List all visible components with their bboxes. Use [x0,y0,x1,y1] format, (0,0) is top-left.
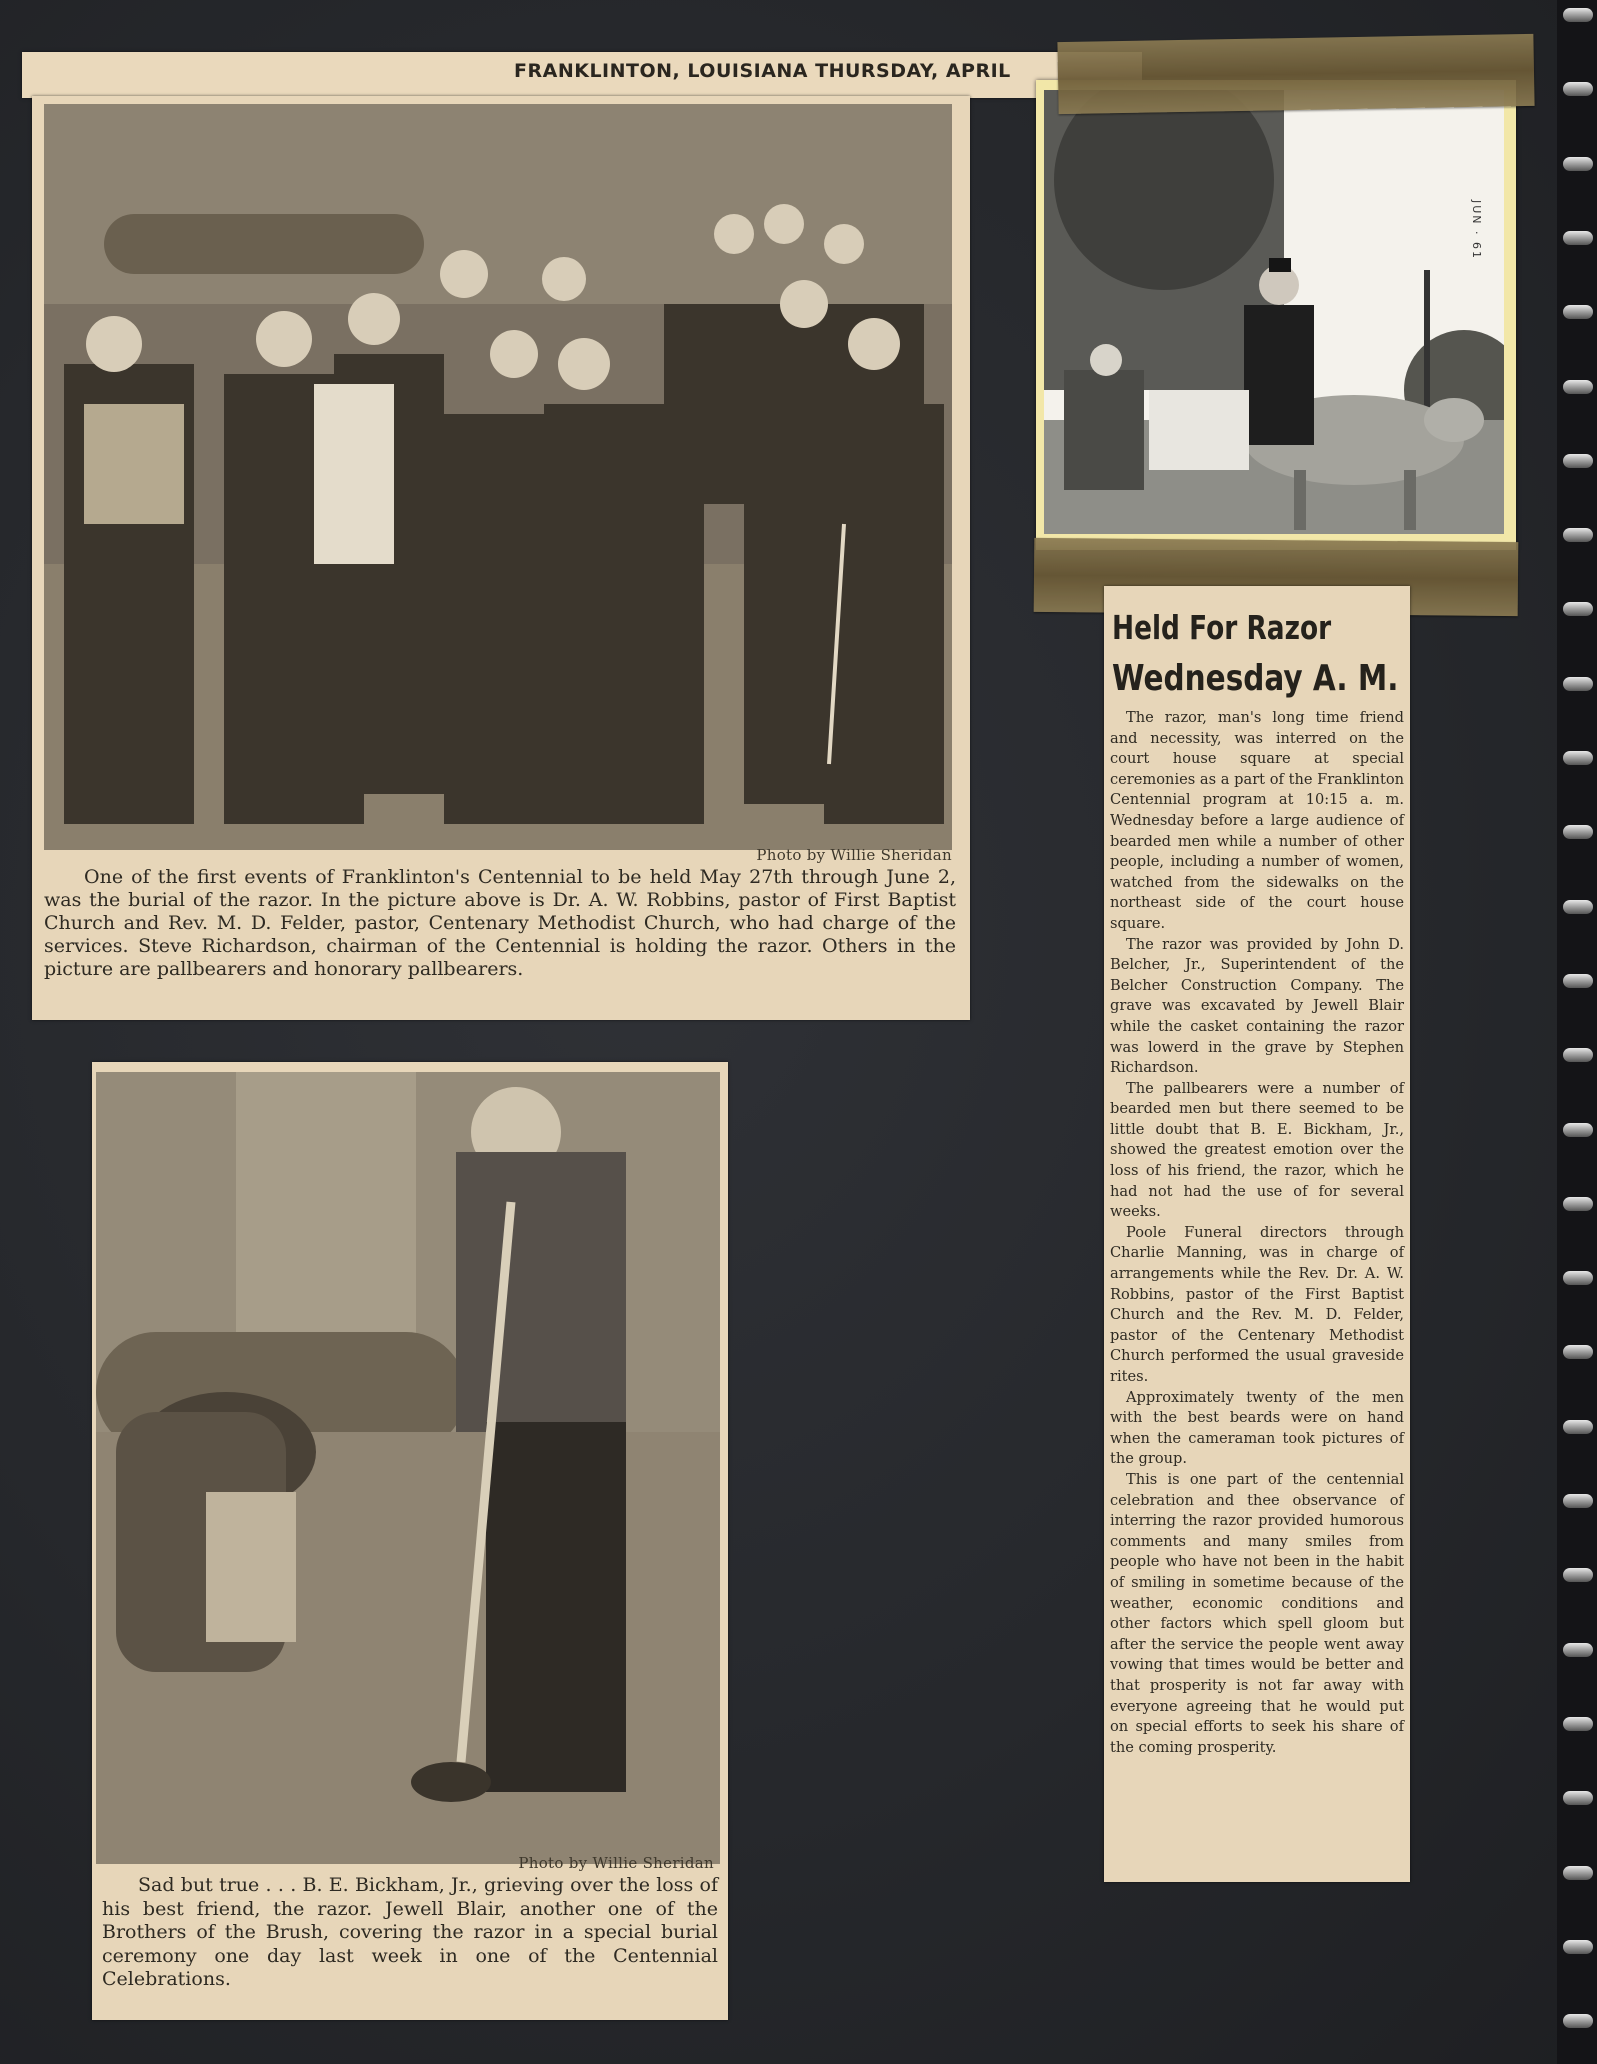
snapshot-date-stamp: JUN · 61 [1470,200,1483,261]
masthead-strip [22,52,1142,98]
bottom-clipping [92,1062,728,2020]
binding-ring [1563,751,1593,765]
razor-burial-photo-art [96,1072,720,1864]
binding-ring [1563,602,1593,616]
article-paragraph: The razor was provided by John D. Belcher, Jr., Superintendent of the Belcher Construction Company. The grave was excavated by Jewell Blair while the casket containing the razor was lowerd in the grave by Stephen Richardson. [1110,935,1404,1077]
binding-ring [1563,677,1593,691]
binding-ring [1563,157,1593,171]
article-paragraph: Poole Funeral directors through Charlie Manning, was in charge of arrangements while the Rev. Dr. A. W. Robbins, pastor of the First Baptist Church and the Rev. M. D. Felder, pastor of the Centenary Methodist Church performed the usual graveside rites. [1110,1223,1404,1385]
binding-ring [1563,528,1593,542]
pallbearers-photo-art [44,104,952,850]
top-photo-credit: Photo by Willie Sheridan [756,846,952,864]
article-clipping [1104,586,1410,1882]
binding-ring [1563,1791,1593,1805]
binding-ring [1563,380,1593,394]
top-caption: One of the first events of Franklinton's Centennial to be held May 27th through June 2, was the burial of the razor. In the picture above is Dr. A. W. Robbins, pastor of First Baptist Church and Rev. M. D. Felder, pastor, Centenary Methodist Church, who had charge of the services. Steve Richardson, chairman of the Centennial is holding the razor. Others in the picture are pallbearers and honorary pallbearers. [44,866,956,980]
binding-ring [1563,2014,1593,2028]
article-paragraph: The razor, man's long time friend and necessity, was interred on the court house square at special ceremonies as a part of the Franklinton Centennial program at 10:15 a. m. Wednesday before a large audience of bearded men while a number of other people, including a number of women, watched from the sidewalks on the northeast side of the court house square. [1110,709,1404,932]
article-paragraph: The pallbearers were a number of bearded men but there seemed to be little doubt that B. E. Bickham, Jr., showed the greatest emotion over the loss of his friend, the razor, which he had not had the use of for several weeks. [1110,1079,1404,1221]
binding-ring [1563,231,1593,245]
parade-snapshot-art [1044,90,1504,534]
top-clipping [32,96,970,1020]
binding-ring [1563,1643,1593,1657]
binding-ring [1563,1048,1593,1062]
binding-ring [1563,1866,1593,1880]
binding-ring [1563,454,1593,468]
article-headline-line1: Held For Razor [1112,608,1332,647]
snapshot-border [1044,90,1504,534]
article-body [1110,708,1404,1758]
article-headline-line2: Wednesday A. M. [1112,658,1399,699]
binding-ring [1563,8,1593,22]
binding-ring [1563,1494,1593,1508]
bottom-caption: Sad but true . . . B. E. Bickham, Jr., grieving over the loss of his best friend, the razor. Jewell Blair, another one of the Brothers of the Brush, covering the razor in a special burial ceremony one day last week in one of the Centennial Celebrations. [102,1874,718,1990]
binding-ring [1563,825,1593,839]
binding-ring [1563,1271,1593,1285]
binding-ring [1563,1568,1593,1582]
binding-ring [1563,1420,1593,1434]
binding-ring [1563,1123,1593,1137]
bottom-photo-credit: Photo by Willie Sheridan [518,1854,714,1872]
binding-ring [1563,305,1593,319]
spiral-binding [1557,0,1597,2064]
binding-ring [1563,1197,1593,1211]
masthead-text: FRANKLINTON, LOUISIANA THURSDAY, APRIL [514,60,1011,82]
binding-ring [1563,1345,1593,1359]
pallbearers-photo [44,104,952,850]
razor-burial-photo [96,1072,720,1864]
binding-ring [1563,82,1593,96]
binding-ring [1563,974,1593,988]
binding-ring [1563,900,1593,914]
binding-ring [1563,1717,1593,1731]
parade-snapshot [1036,80,1516,550]
article-paragraph: Approximately twenty of the men with the best beards were on hand when the cameraman took pictures of the group. [1110,1388,1404,1468]
tape-top [1057,34,1534,114]
binding-ring [1563,1940,1593,1954]
article-paragraph: This is one part of the centennial celebration and thee observance of interring the razor provided humorous comments and many smiles from people who have not been in the habit of smiling in sometime because of the weather, economic conditions and other factors which spell gloom but after the service the people went away vowing that times would be better and that prosperity is not far away with everyone agreeing that he would put on special efforts to seek his share of the coming prosperity. [1110,1470,1404,1756]
